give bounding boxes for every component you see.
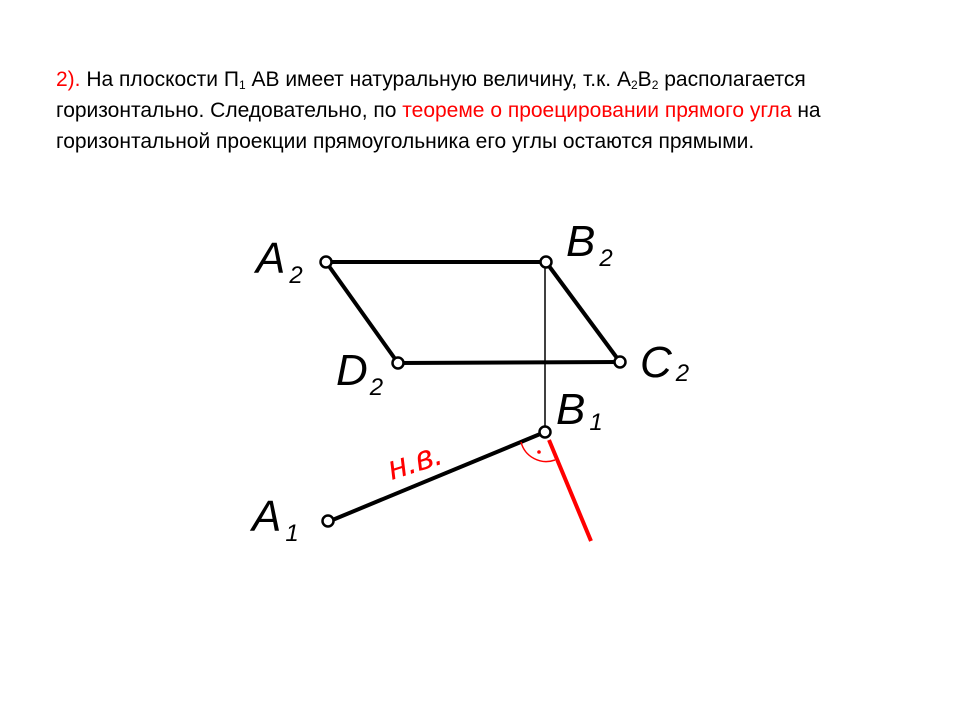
text-segment-1: На плоскости П (80, 68, 239, 91)
point-b1 (540, 427, 551, 438)
theorem-reference: теореме о проецировании прямого угла (402, 99, 792, 122)
label-b2: B 2 (566, 217, 613, 272)
text-segment-2: АВ имеет натуральную величину, т.к. А (245, 68, 631, 91)
label-a1: A 1 (252, 492, 299, 547)
point-d2 (393, 358, 404, 369)
subscript-b: 2 (651, 78, 659, 92)
segment-d2-c2 (398, 362, 620, 363)
point-a2 (321, 257, 332, 268)
text-segment-4: располагается горизонтально. Следовательно, по (56, 68, 806, 122)
right-angle-dot (537, 450, 541, 454)
text-segment-5: на горизонтальной проекции прямоугольника его углы остаются прямыми. (56, 99, 821, 153)
label-d2: D2 (336, 346, 384, 401)
text-segment-3: В (637, 68, 652, 91)
label-b1: B 1 (556, 385, 603, 436)
point-a1 (323, 516, 334, 527)
label-c2: C 2 (640, 338, 690, 387)
label-a2: A 2 (256, 234, 303, 289)
point-b2 (541, 257, 552, 268)
subscript-pi: 1 (238, 78, 246, 92)
true-length-label: н.в. (382, 434, 448, 488)
subscript-a: 2 (630, 78, 638, 92)
perpendicular-line (549, 440, 591, 541)
item-number: 2). (56, 68, 81, 91)
point-c2 (615, 357, 626, 368)
segment-b2-c2 (546, 262, 620, 362)
